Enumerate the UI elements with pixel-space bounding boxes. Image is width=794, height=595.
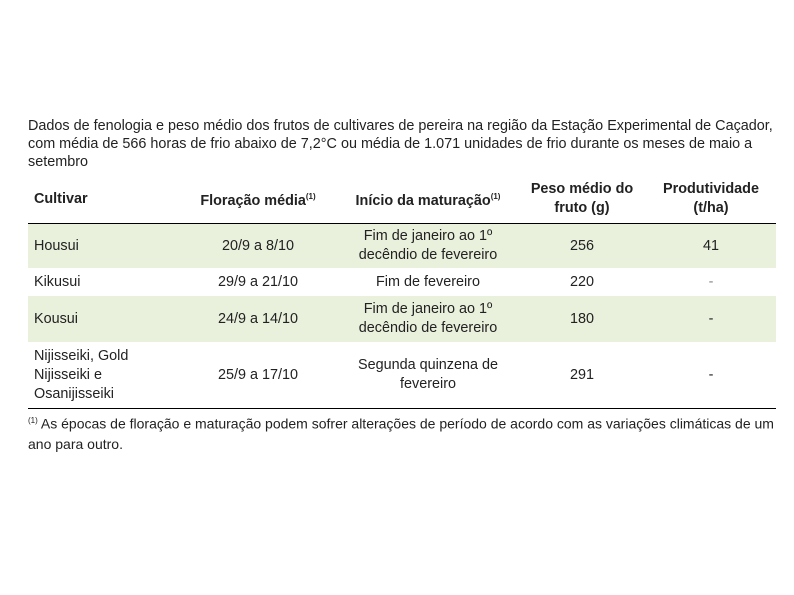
cell-produtividade: 41 (646, 224, 776, 269)
header-maturacao (338, 175, 518, 224)
cell-cultivar: Housui (28, 224, 178, 269)
table-row (28, 268, 776, 296)
cell-produtividade: - (646, 296, 776, 342)
cell-floracao: 20/9 a 8/10 (178, 224, 338, 269)
cell-cultivar: Kousui (28, 296, 178, 342)
header-floracao-sup: (1) (305, 192, 316, 202)
header-peso: Peso médio do fruto (g) (530, 181, 634, 216)
cell-maturacao: Fim de janeiro ao 1º decêndio de fevereiro (338, 296, 518, 342)
cell-peso: 291 (569, 366, 594, 383)
cell-produtividade: - (708, 273, 714, 290)
table-row (28, 224, 776, 269)
cell-peso: 180 (518, 296, 646, 342)
footnote-text: As épocas de floração e maturação podem sofrer alterações de período de acordo com as variações climáticas de um ano para outro. (28, 415, 774, 452)
table-row (28, 296, 776, 342)
cell-floracao: 25/9 a 17/10 (217, 366, 299, 383)
document (28, 117, 776, 468)
cell-peso: 220 (569, 273, 594, 290)
cell-peso: 256 (518, 224, 646, 269)
cell-maturacao: Fim de fevereiro (376, 273, 480, 290)
cell-cultivar: Kikusui (34, 273, 81, 290)
cell-maturacao: Segunda quinzena de fevereiro (357, 357, 499, 392)
cell-cultivar: Nijisseiki, Gold Nijisseiki e Osanijisseiki (34, 347, 129, 402)
table-footnote (28, 411, 776, 454)
header-cultivar: Cultivar (34, 190, 88, 207)
cell-produtividade: - (708, 366, 714, 383)
footnote-marker: (1) (28, 416, 38, 425)
cell-floracao: 24/9 a 14/10 (178, 296, 338, 342)
header-floracao-label: Floração média (200, 192, 306, 209)
header-maturacao-sup: (1) (490, 192, 501, 202)
header-maturacao-label: Início da maturação (355, 192, 491, 209)
table-header-row (28, 175, 776, 224)
cell-maturacao: Fim de janeiro ao 1º decêndio de fevereiro (338, 224, 518, 269)
cell-floracao: 29/9 a 21/10 (217, 273, 299, 290)
table-row (28, 342, 776, 409)
header-floracao (178, 175, 338, 224)
table-caption: Dados de fenologia e peso médio dos frutos de cultivares de pereira na região da Estação Experimental de Caçador, com média de 566 horas de frio abaixo de 7,2°C ou média de 1.071 unidades de frio durante os meses de maio a setembro (28, 118, 773, 170)
phenology-table (28, 175, 776, 409)
header-produtividade: Produtividade (t/ha) (663, 181, 759, 216)
